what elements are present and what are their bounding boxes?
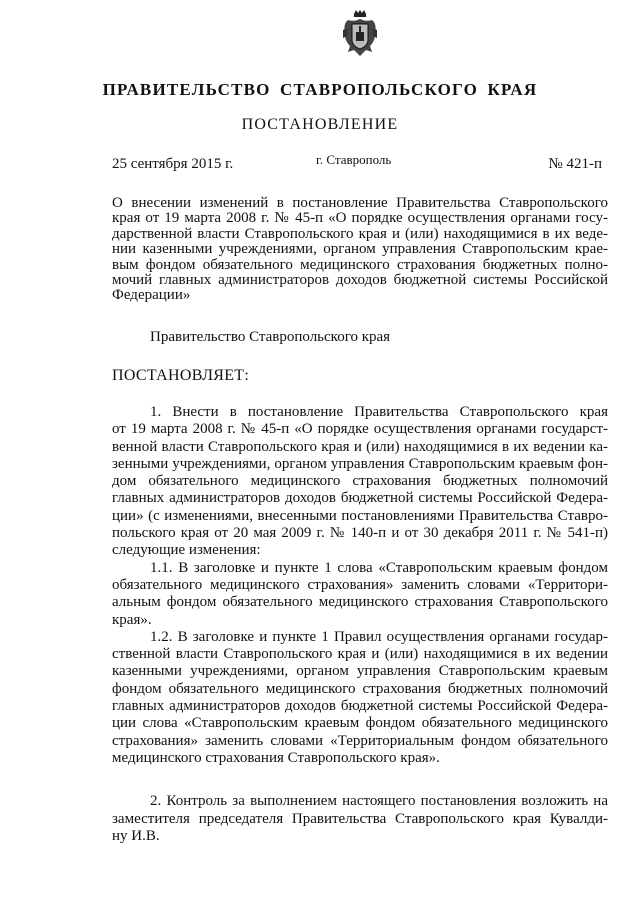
paragraph-1-1: [112, 560, 608, 629]
paragraph-2: [112, 793, 608, 845]
subject-line: вым фондом обязательного медицинского страхования бюджетных полно-: [112, 256, 608, 273]
paragraph-spacer: [112, 767, 608, 793]
paragraph-line: ции слова «Ставропольским краевым фондом обязательного медицинского: [112, 715, 608, 732]
paragraph-line: 1.2. В заголовке и пункте 1 Правил осуществления органами государ-: [150, 628, 608, 645]
paragraph-line: альным фондом обязательного медицинского страхования Ставропольского: [112, 594, 608, 611]
subject-line: дарственной власти Ставропольского края и (или) находящимися в их веде-: [112, 225, 608, 242]
paragraph-line: зенными учреждениями, органом управления Ставропольским краевым фон-: [112, 455, 608, 472]
government-title: ПРАВИТЕЛЬСТВО СТАВРОПОЛЬСКОГО КРАЯ: [102, 80, 538, 99]
paragraph-line: медицинского страхования Ставропольского края».: [112, 749, 440, 766]
paragraph-line: 1.1. В заголовке и пункте 1 слова «Ставропольским краевым фондом: [150, 559, 608, 576]
paragraph-line: польского края от 20 мая 2009 г. № 140-п и от 30 декабря 2011 г. № 541-п): [112, 525, 608, 542]
paragraph-line: обязательного медицинского страхования» заменить словами «Территори-: [112, 576, 608, 593]
subject-line: нии казенными учреждениями, органом управления Ставропольским крае-: [112, 241, 608, 258]
paragraph-line: ну И.В.: [112, 827, 160, 844]
paragraph-line: главных администраторов доходов бюджетной системы Российской Федера-: [112, 490, 608, 507]
decree-heading: ПОСТАНОВЛЯЕТ:: [112, 367, 250, 384]
paragraph-line: 2. Контроль за выполнением настоящего постановления возложить на: [150, 793, 608, 810]
paragraph-line: венной власти Ставропольского края и (или) находящимися в их ведении ка-: [112, 438, 608, 455]
paragraph-line: от 19 марта 2008 г. № 45-п «О порядке осуществления органами государст-: [112, 421, 608, 438]
paragraph-line: 1. Внести в постановление Правительства Ставропольского края: [150, 404, 608, 420]
document-subject: [112, 196, 608, 304]
paragraph-line: края».: [112, 611, 152, 628]
paragraph-line: заместителя председателя Правительства Ставропольского края Кувалди-: [112, 810, 608, 827]
paragraph-line: страхования» заменить словами «Территориальным фондом обязательного: [112, 732, 608, 749]
document-date: 25 сентября 2015 г.: [112, 156, 234, 172]
paragraph-line: дом обязательного медицинского страхования бюджетных полномочий: [112, 473, 608, 490]
paragraph-line: следующие изменения:: [112, 542, 261, 559]
subject-line: мочий главных администраторов доходов бюджетной системы Российской: [112, 272, 608, 289]
document-type-title: ПОСТАНОВЛЕНИЕ: [241, 116, 399, 133]
paragraph-1-2: [112, 629, 608, 767]
paragraph-line: казенными учреждениями, органом управления Ставропольским краевым: [112, 663, 608, 680]
subject-line: О внесении изменений в постановление Правительства Ставропольского: [112, 195, 608, 211]
paragraph-1: [112, 404, 608, 560]
paragraph-line: главных администраторов доходов бюджетной системы Российской Федера-: [112, 698, 608, 715]
paragraph-line: фондом обязательного медицинского страхования бюджетных полномочий: [112, 680, 608, 697]
document-city: г. Ставрополь: [316, 152, 392, 167]
paragraph-line: ственной власти Ставропольского края и (или) находящимися в их ведении: [112, 646, 608, 663]
subject-line: Федерации»: [112, 287, 191, 304]
issuer-line: Правительство Ставропольского края: [150, 329, 391, 345]
coat-of-arms-emblem: [342, 10, 378, 58]
subject-line: края от 19 марта 2008 г. № 45-п «О порядке осуществления органами госу-: [112, 210, 608, 227]
document-body: [112, 404, 608, 845]
paragraph-line: ции» (с изменениями, внесенными постановлениями Правительства Ставро-: [112, 507, 608, 524]
document-number: № 421-п: [548, 156, 602, 172]
